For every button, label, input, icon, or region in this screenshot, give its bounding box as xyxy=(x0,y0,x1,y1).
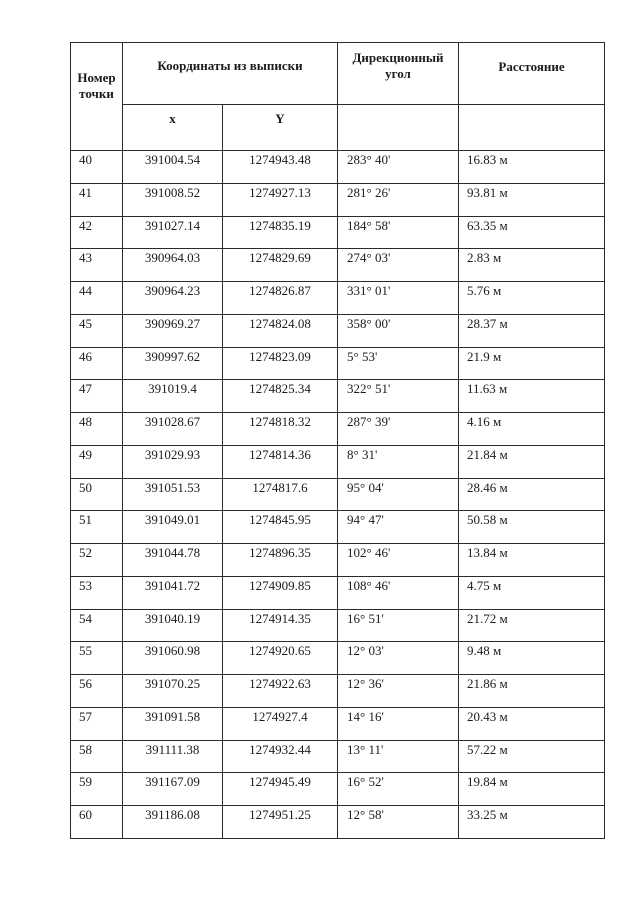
bearing-cell: 108° 46' xyxy=(338,577,459,610)
x-coordinate-cell: 391008.52 xyxy=(123,184,223,217)
distance-cell: 9.48 м xyxy=(459,642,605,675)
y-coordinate-cell: 1274896.35 xyxy=(223,544,338,577)
x-coordinate-cell: 391027.14 xyxy=(123,217,223,250)
distance-cell: 28.37 м xyxy=(459,315,605,348)
y-coordinate-cell: 1274922.63 xyxy=(223,675,338,708)
header-bearing-line2: угол xyxy=(385,66,411,81)
header-distance: Расстояние xyxy=(459,43,605,105)
bearing-cell: 94° 47' xyxy=(338,511,459,544)
point-number-cell: 46 xyxy=(71,348,123,381)
distance-cell: 20.43 м xyxy=(459,708,605,741)
bearing-cell: 283° 40' xyxy=(338,151,459,184)
point-number-cell: 50 xyxy=(71,479,123,512)
point-number-cell: 49 xyxy=(71,446,123,479)
point-number-cell: 51 xyxy=(71,511,123,544)
header-bearing-empty xyxy=(338,105,459,151)
y-coordinate-cell: 1274927.4 xyxy=(223,708,338,741)
point-number-cell: 60 xyxy=(71,806,123,839)
x-coordinate-cell: 390969.27 xyxy=(123,315,223,348)
header-x: x xyxy=(123,105,223,151)
point-number-cell: 45 xyxy=(71,315,123,348)
point-number-cell: 47 xyxy=(71,380,123,413)
distance-cell: 19.84 м xyxy=(459,773,605,806)
y-coordinate-cell: 1274829.69 xyxy=(223,249,338,282)
x-coordinate-cell: 391167.09 xyxy=(123,773,223,806)
header-bearing xyxy=(338,43,459,105)
distance-cell: 50.58 м xyxy=(459,511,605,544)
y-coordinate-cell: 1274927.13 xyxy=(223,184,338,217)
x-coordinate-cell: 391028.67 xyxy=(123,413,223,446)
distance-cell: 33.25 м xyxy=(459,806,605,839)
distance-cell: 5.76 м xyxy=(459,282,605,315)
bearing-cell: 16° 51' xyxy=(338,610,459,643)
header-bearing-line1: Дирекционный xyxy=(352,50,444,65)
distance-cell: 57.22 м xyxy=(459,741,605,774)
bearing-cell: 13° 11' xyxy=(338,741,459,774)
header-point-number-line1: Номер xyxy=(77,70,116,85)
x-coordinate-cell: 390997.62 xyxy=(123,348,223,381)
y-coordinate-cell: 1274845.95 xyxy=(223,511,338,544)
distance-cell: 2.83 м xyxy=(459,249,605,282)
distance-cell: 28.46 м xyxy=(459,479,605,512)
x-coordinate-cell: 390964.03 xyxy=(123,249,223,282)
header-distance-empty xyxy=(459,105,605,151)
y-coordinate-cell: 1274932.44 xyxy=(223,741,338,774)
bearing-cell: 274° 03' xyxy=(338,249,459,282)
distance-cell: 63.35 м xyxy=(459,217,605,250)
point-number-cell: 48 xyxy=(71,413,123,446)
x-coordinate-cell: 391040.19 xyxy=(123,610,223,643)
distance-cell: 21.86 м xyxy=(459,675,605,708)
bearing-cell: 281° 26' xyxy=(338,184,459,217)
point-number-cell: 57 xyxy=(71,708,123,741)
distance-cell: 21.72 м xyxy=(459,610,605,643)
point-number-cell: 54 xyxy=(71,610,123,643)
distance-cell: 11.63 м xyxy=(459,380,605,413)
x-coordinate-cell: 391186.08 xyxy=(123,806,223,839)
y-coordinate-cell: 1274826.87 xyxy=(223,282,338,315)
distance-cell: 13.84 м xyxy=(459,544,605,577)
y-coordinate-cell: 1274823.09 xyxy=(223,348,338,381)
bearing-cell: 331° 01' xyxy=(338,282,459,315)
point-number-cell: 52 xyxy=(71,544,123,577)
point-number-cell: 42 xyxy=(71,217,123,250)
point-number-cell: 53 xyxy=(71,577,123,610)
bearing-cell: 322° 51' xyxy=(338,380,459,413)
y-coordinate-cell: 1274909.85 xyxy=(223,577,338,610)
point-number-cell: 43 xyxy=(71,249,123,282)
y-coordinate-cell: 1274825.34 xyxy=(223,380,338,413)
x-coordinate-cell: 391111.38 xyxy=(123,741,223,774)
x-coordinate-cell: 391044.78 xyxy=(123,544,223,577)
x-coordinate-cell: 391029.93 xyxy=(123,446,223,479)
bearing-cell: 12° 36' xyxy=(338,675,459,708)
header-point-number xyxy=(71,43,123,151)
x-coordinate-cell: 391051.53 xyxy=(123,479,223,512)
distance-cell: 93.81 м xyxy=(459,184,605,217)
point-number-cell: 55 xyxy=(71,642,123,675)
point-number-cell: 56 xyxy=(71,675,123,708)
bearing-cell: 16° 52' xyxy=(338,773,459,806)
x-coordinate-cell: 391060.98 xyxy=(123,642,223,675)
bearing-cell: 102° 46' xyxy=(338,544,459,577)
header-coordinates: Координаты из выписки xyxy=(123,43,338,105)
bearing-cell: 8° 31' xyxy=(338,446,459,479)
x-coordinate-cell: 391091.58 xyxy=(123,708,223,741)
header-point-number-line2: точки xyxy=(79,86,114,101)
header-y: Y xyxy=(223,105,338,151)
distance-cell: 4.16 м xyxy=(459,413,605,446)
bearing-cell: 95° 04' xyxy=(338,479,459,512)
bearing-cell: 184° 58' xyxy=(338,217,459,250)
x-coordinate-cell: 391019.4 xyxy=(123,380,223,413)
y-coordinate-cell: 1274824.08 xyxy=(223,315,338,348)
y-coordinate-cell: 1274814.36 xyxy=(223,446,338,479)
coordinates-table xyxy=(70,42,605,839)
distance-cell: 16.83 м xyxy=(459,151,605,184)
x-coordinate-cell: 391041.72 xyxy=(123,577,223,610)
y-coordinate-cell: 1274914.35 xyxy=(223,610,338,643)
y-coordinate-cell: 1274835.19 xyxy=(223,217,338,250)
bearing-cell: 12° 58' xyxy=(338,806,459,839)
bearing-cell: 358° 00' xyxy=(338,315,459,348)
y-coordinate-cell: 1274945.49 xyxy=(223,773,338,806)
bearing-cell: 12° 03' xyxy=(338,642,459,675)
x-coordinate-cell: 390964.23 xyxy=(123,282,223,315)
point-number-cell: 59 xyxy=(71,773,123,806)
distance-cell: 21.9 м xyxy=(459,348,605,381)
bearing-cell: 287° 39' xyxy=(338,413,459,446)
y-coordinate-cell: 1274920.65 xyxy=(223,642,338,675)
x-coordinate-cell: 391049.01 xyxy=(123,511,223,544)
y-coordinate-cell: 1274817.6 xyxy=(223,479,338,512)
x-coordinate-cell: 391004.54 xyxy=(123,151,223,184)
point-number-cell: 40 xyxy=(71,151,123,184)
y-coordinate-cell: 1274943.48 xyxy=(223,151,338,184)
distance-cell: 21.84 м xyxy=(459,446,605,479)
point-number-cell: 58 xyxy=(71,741,123,774)
point-number-cell: 44 xyxy=(71,282,123,315)
bearing-cell: 14° 16' xyxy=(338,708,459,741)
point-number-cell: 41 xyxy=(71,184,123,217)
x-coordinate-cell: 391070.25 xyxy=(123,675,223,708)
distance-cell: 4.75 м xyxy=(459,577,605,610)
y-coordinate-cell: 1274818.32 xyxy=(223,413,338,446)
y-coordinate-cell: 1274951.25 xyxy=(223,806,338,839)
bearing-cell: 5° 53' xyxy=(338,348,459,381)
